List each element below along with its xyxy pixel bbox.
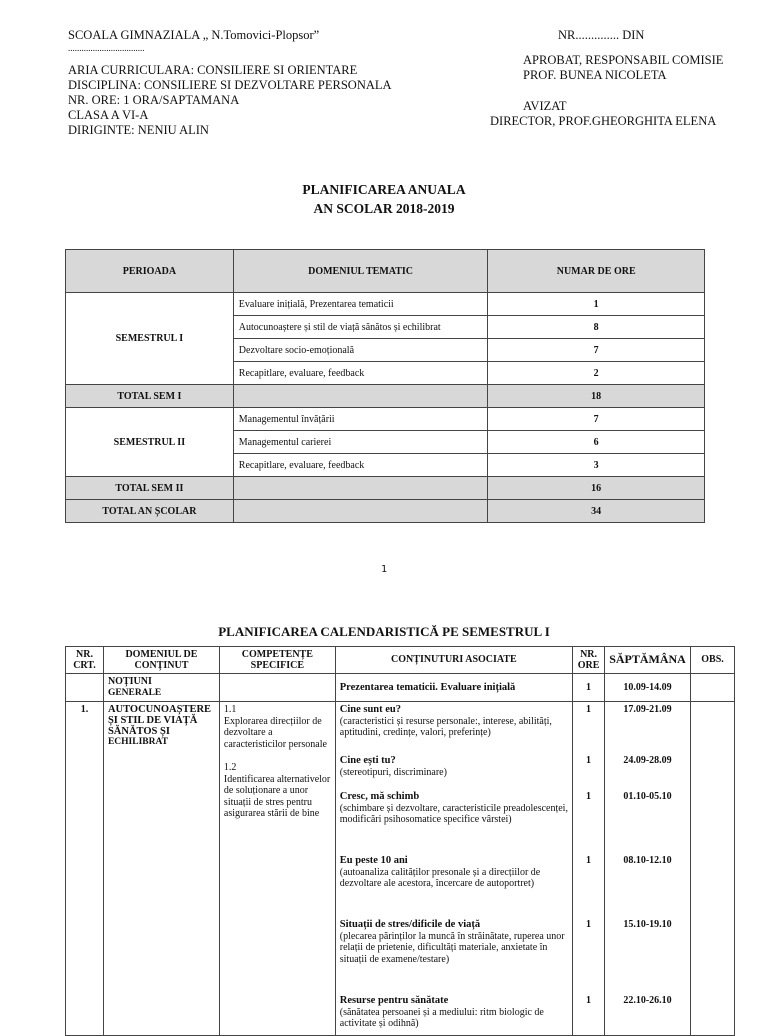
content-desc: (sănătatea persoanei și a mediului: ritm biologic de activitate și odihnă) <box>339 1006 544 1029</box>
domain-cell: Autocunoaștere și stil de viață sănătos și echilibrat <box>233 316 488 339</box>
total-row <box>66 477 705 500</box>
header-left <box>68 28 392 138</box>
hours-cell: 1 <box>586 855 592 866</box>
content-title: Resurse pentru sănătate <box>339 995 449 1006</box>
competence-code: 1.2 <box>223 762 237 773</box>
hours-cell: 7 <box>488 339 705 362</box>
content-entry <box>340 755 568 783</box>
hours-per-week: NR. ORE: 1 ORA/SAPTAMANA <box>68 93 240 107</box>
competence-code: 1.1 <box>223 704 237 715</box>
content-desc: (schimbare și dezvoltare, caracteristicile preadolescenței, modificări psihosomatice specifice vârstei) <box>339 802 568 825</box>
total-year-label: TOTAL AN ȘCOLAR <box>66 500 234 523</box>
column-header: PERIOADA <box>66 250 234 293</box>
competence-item <box>224 704 331 750</box>
table-row <box>66 293 705 316</box>
content-cell: Prezentarea tematicii. Evaluare inițială <box>335 674 572 702</box>
competence-text: Identificarea alternativelor de soluționare a unor situații de stres pentru asigurarea stării de bine <box>223 773 331 819</box>
domain-cell: Recapitlare, evaluare, feedback <box>233 362 488 385</box>
hours-cell: 1 <box>586 791 592 802</box>
week-cell: 01.10-05.10 <box>623 791 672 802</box>
total-row <box>66 385 705 408</box>
total-label: TOTAL SEM II <box>66 477 234 500</box>
content-title: Situații de stres/dificile de viață <box>339 919 481 930</box>
domain-subtitle: GENERALE <box>107 687 162 698</box>
content-desc: (stereotipuri, discriminare) <box>339 766 447 778</box>
domain-cell: Managementul carierei <box>233 431 488 454</box>
school-name: SCOALA GIMNAZIALA „ N.Tomovici-Plopsor” <box>68 28 320 42</box>
content-desc: (autoanaliza calităților presonale și a direcțiilor de dezvoltare ale acestora, încercare de autoportret) <box>339 866 541 889</box>
column-header: DOMENIUL DE CONȚINUT <box>103 647 219 674</box>
competence-text: Explorarea direcțiilor de dezvoltare a caracteristicilor personale <box>223 715 327 750</box>
semester-label: SEMESTRUL II <box>66 408 234 477</box>
total-label: TOTAL SEM I <box>66 385 234 408</box>
hours-cell: 6 <box>488 431 705 454</box>
hours-cell: 7 <box>488 408 705 431</box>
domain-title: NOȚIUNI <box>107 676 152 687</box>
hours-cell: 1 <box>586 919 592 930</box>
annual-plan-table <box>65 249 705 523</box>
column-header: CONȚINUTURI ASOCIATE <box>335 647 572 674</box>
discipline: DISCIPLINA: CONSILIERE SI DEZVOLTARE PERSONALA <box>68 78 392 92</box>
hours-cell: 1 <box>573 674 605 702</box>
director-name: DIRECTOR, PROF.GHEORGHITA ELENA <box>490 114 717 128</box>
approver-name: PROF. BUNEA NICOLETA <box>523 68 667 82</box>
hours-cell: 3 <box>488 454 705 477</box>
total-year-hours: 34 <box>488 500 705 523</box>
dots-line: .................................. <box>68 43 145 53</box>
week-cell: 10.09-14.09 <box>605 674 691 702</box>
content-desc: (caracteristici și resurse personale:, interese, abilități, aptitudini, credințe, valori, preferințe) <box>339 715 552 738</box>
domain-cell: Managementul învățării <box>233 408 488 431</box>
table-row <box>66 674 735 702</box>
hours-cell: 1 <box>488 293 705 316</box>
domain-cell: Dezvoltare socio-emoțională <box>233 339 488 362</box>
column-header: DOMENIUL TEMATIC <box>233 250 488 293</box>
domain-cell: Recapitlare, evaluare, feedback <box>233 454 488 477</box>
school-year-title: AN SCOLAR 2018-2019 <box>313 201 455 216</box>
competence-item <box>224 762 331 820</box>
week-cell: 24.09-28.09 <box>623 755 672 766</box>
hours-cell: 1 <box>586 995 592 1006</box>
week-cell: 08.10-12.10 <box>623 855 672 866</box>
column-header: COMPETENȚE SPECIFICE <box>219 647 335 674</box>
calendar-plan-table <box>65 646 735 1036</box>
approved-by: APROBAT, RESPONSABIL COMISIE <box>523 53 724 67</box>
domain-subtitle: ECHILIBRAT <box>107 737 168 747</box>
column-header: NR. ORE <box>573 647 605 674</box>
row-number: 1. <box>66 702 104 1036</box>
total-hours: 16 <box>488 477 705 500</box>
calendar-plan-title: PLANIFICAREA CALENDARISTICĂ PE SEMESTRUL I <box>218 624 550 639</box>
week-cell: 15.10-19.10 <box>623 919 672 930</box>
content-desc: (plecarea părinților la muncă în străinătate, ruperea unor relații de prietenie, dificultăți materiale, anxietate în situații de examene/testare) <box>339 930 565 965</box>
domain-cell: Evaluare inițială, Prezentarea tematicii <box>233 293 488 316</box>
registration-number: NR.............. DIN <box>558 28 645 42</box>
hours-cell: 2 <box>488 362 705 385</box>
table-header-row <box>66 250 705 293</box>
table-row <box>66 702 735 1036</box>
content-title: Cine sunt eu? <box>339 704 402 715</box>
column-header: NR. CRT. <box>66 647 104 674</box>
column-header: SĂPTĂMÂNA <box>605 647 691 674</box>
table-header-row <box>66 647 735 674</box>
week-cell: 22.10-26.10 <box>623 995 672 1006</box>
column-header: OBS. <box>691 647 735 674</box>
total-hours: 18 <box>488 385 705 408</box>
semester-label: SEMESTRUL I <box>66 293 234 385</box>
teacher-name: DIRIGINTE: NENIU ALIN <box>68 123 209 137</box>
hours-cell: 8 <box>488 316 705 339</box>
content-entry <box>340 855 568 911</box>
content-entry <box>339 995 568 1029</box>
annual-plan-title: PLANIFICAREA ANUALA <box>302 182 466 197</box>
table-row <box>66 408 705 431</box>
avizat-label: AVIZAT <box>523 99 567 113</box>
total-row <box>66 500 705 523</box>
hours-cell: 1 <box>586 704 592 715</box>
content-title: Eu peste 10 ani <box>339 855 408 866</box>
content-entry <box>340 919 568 987</box>
column-header: NUMAR DE ORE <box>488 250 705 293</box>
content-title: Cresc, mă schimb <box>339 791 420 802</box>
content-entry <box>340 704 568 747</box>
week-cell: 17.09-21.09 <box>623 704 672 715</box>
content-title: Cine ești tu? <box>339 755 396 766</box>
page-number: 1 <box>380 564 388 575</box>
content-entry <box>340 791 568 847</box>
hours-cell: 1 <box>586 755 592 766</box>
header-right <box>490 28 730 129</box>
domain-title: AUTOCUNOAȘTERE ȘI STIL DE VIAȚĂ SĂNĂTOS ȘI <box>107 704 212 737</box>
class-name: CLASA A VI-A <box>68 108 149 122</box>
curricular-area: ARIA CURRICULARA: CONSILIERE SI ORIENTARE <box>68 63 358 77</box>
